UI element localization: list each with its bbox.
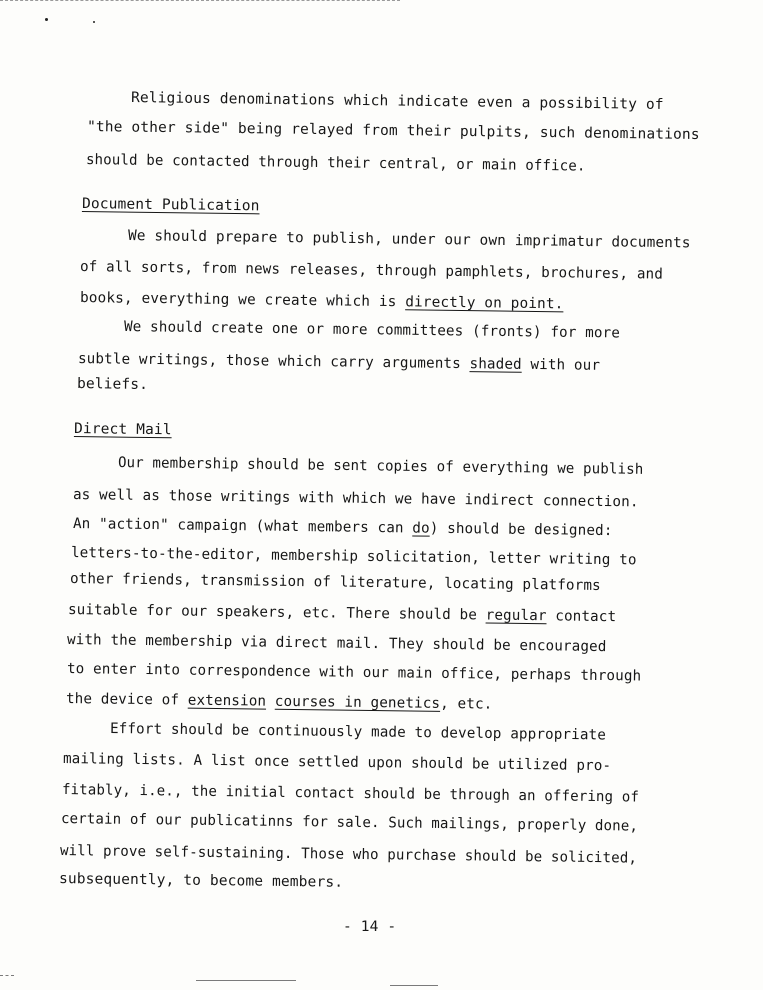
text-run: ) should be designed:	[429, 520, 613, 540]
section-heading-direct-mail: Direct Mail	[73, 421, 172, 439]
page-number: - 14 -	[343, 919, 397, 935]
paragraph-line: other friends, transmission of literature, locating platforms	[69, 571, 601, 594]
scan-edge-mark	[196, 980, 296, 981]
paragraph-line: certain of our publicatinns for sale. Such mailings, properly done,	[60, 811, 639, 835]
paragraph-line: of all sorts, from news releases, through pamphlets, brochures, and	[79, 259, 664, 283]
paragraph-line: to enter into correspondence with our main office, perhaps through	[66, 661, 642, 685]
scan-speck	[45, 18, 48, 21]
top-edge-dashes	[0, 0, 400, 1]
text-run: , etc.	[440, 695, 493, 713]
paragraph-line: letters-to-the-editor, membership solicitation, letter writing to	[70, 545, 637, 569]
paragraph-line: subsequently, to become members.	[58, 871, 344, 891]
underlined-text: regular	[485, 607, 547, 625]
paragraph-line: "the other side" being relayed from their pulpits, such denominations	[86, 119, 700, 144]
paragraph-line: fitably, i.e., the initial contact should be through an offering of	[61, 782, 640, 806]
underlined-text: shaded	[469, 356, 522, 373]
underlined-text: directly on point.	[405, 294, 564, 313]
paragraph-line: as well as those writings with which we have indirect connection.	[72, 487, 639, 511]
paragraph-line	[73, 515, 613, 540]
paragraph-line: We should prepare to publish, under our own imprimatur documents	[127, 228, 691, 252]
section-heading-document-publication: Document Publication	[81, 196, 260, 215]
text-run: the device of	[65, 691, 188, 709]
paragraph-line: mailing lists. A list once settled upon should be utilized pro-	[62, 751, 612, 775]
scan-edge-mark	[0, 975, 14, 976]
paragraph-line: with the membership via direct mail. They should be encouraged	[66, 632, 607, 656]
paragraph-line: Religious denominations which indicate even a possibility of	[130, 90, 664, 113]
text-run: with our	[521, 356, 601, 374]
text-run: An "action" campaign (what members can	[72, 516, 413, 537]
paragraph-line: Effort should be continuously made to develop appropriate	[109, 721, 607, 744]
text-run: books, everything we create which is	[79, 290, 406, 311]
text-run	[266, 694, 275, 710]
text-run: contact	[546, 608, 617, 626]
paragraph-line	[78, 350, 600, 375]
paragraph-line	[66, 690, 493, 714]
scan-speck	[93, 21, 95, 23]
paragraph-line: Our membership should be sent copies of everything we publish	[117, 455, 644, 478]
paragraph-line: beliefs.	[76, 376, 149, 393]
paragraph-line: will prove self-sustaining. Those who purchase should be solicited,	[59, 843, 638, 867]
text-run: subtle writings, those which carry arguments	[77, 351, 470, 373]
paragraph-line: We should create one or more committees (fronts) for more	[123, 319, 621, 342]
text-run: suitable for our speakers, etc. There should be	[67, 602, 486, 624]
scan-edge-mark	[390, 985, 438, 986]
underlined-text: courses in genetics	[274, 693, 441, 712]
paragraph-line	[68, 601, 616, 626]
paragraph-line: should be contacted through their central, or main office.	[85, 152, 586, 175]
underlined-text: do	[412, 520, 430, 537]
underlined-text: extension	[187, 692, 267, 710]
paragraph-line	[80, 289, 564, 313]
